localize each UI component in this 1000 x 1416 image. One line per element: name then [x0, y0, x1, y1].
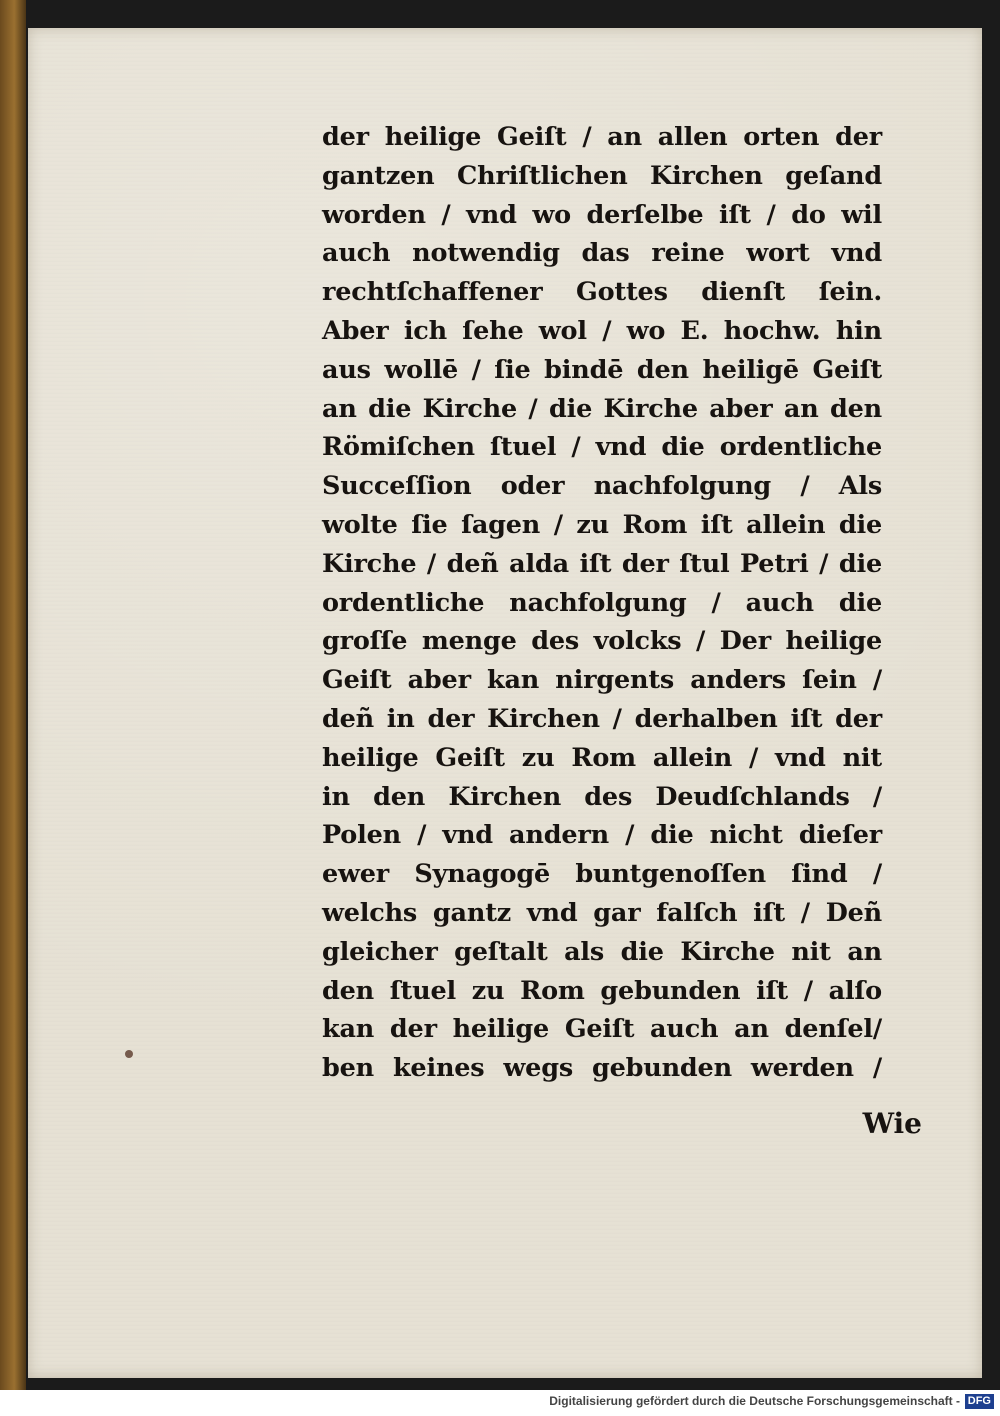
body-text — [322, 118, 882, 1088]
text-line: Kirche / deñ alda iſt der ſtul Petri / die — [322, 548, 882, 579]
text-line: groſſe menge des volcks / Der heilige — [322, 626, 882, 657]
text-line: aus wollē / ſie bindē den heiligē Geiſt — [322, 354, 882, 385]
text-line: wolte ſie ſagen / zu Rom iſt allein die — [322, 509, 882, 540]
text-line: ewer Synagogē buntgenoſſen ſind / — [322, 859, 882, 890]
text-line: heilige Geiſt zu Rom allein / vnd nit — [322, 742, 882, 773]
text-line: gleicher geſtalt als die Kirche nit an — [322, 936, 882, 967]
ink-speck — [125, 1050, 133, 1058]
text-line: ben keines wegs gebunden werden / — [322, 1053, 882, 1084]
text-line: gantzen Chriſtlichen Kirchen geſand — [322, 160, 882, 191]
text-line: worden / vnd wo derſelbe iſt / do wil — [322, 199, 882, 230]
funding-credit: Digitalisierung gefördert durch die Deutsche Forschungsgemeinschaft - — [549, 1394, 960, 1408]
text-line: auch notwendig das reine wort vnd — [322, 238, 882, 269]
text-line: Römiſchen ſtuel / vnd die ordentliche — [322, 432, 882, 463]
text-line: rechtſchaffener Gottes dienſt ſein. — [322, 277, 882, 308]
text-line: Aber ich ſehe wol / wo E. hochw. hin — [322, 315, 882, 346]
text-line: Polen / vnd andern / die nicht dieſer — [322, 820, 882, 851]
text-line: ordentliche nachfolgung / auch die — [322, 587, 882, 618]
text-line: Geiſt aber kan nirgents anders ſein / — [322, 665, 882, 696]
text-line: den ſtuel zu Rom gebunden iſt / alſo — [322, 975, 882, 1006]
catchword: Wie — [862, 1107, 922, 1140]
text-line: kan der heilige Geiſt auch an denſel/ — [322, 1014, 882, 1045]
text-line: in den Kirchen des Deudſchlands / — [322, 781, 882, 812]
footer-bar — [0, 1390, 1000, 1416]
dfg-logo: DFG — [965, 1394, 994, 1409]
text-line: an die Kirche / die Kirche aber an den — [322, 393, 882, 424]
text-line: welchs gantz vnd gar falſch iſt / Deñ — [322, 897, 882, 928]
text-line: Succeſſion oder nachfolgung / Als — [322, 471, 882, 502]
book-binding-edge — [0, 0, 26, 1390]
text-line: deñ in der Kirchen / derhalben iſt der — [322, 703, 882, 734]
text-line: der heilige Geiſt / an allen orten der — [322, 122, 882, 152]
